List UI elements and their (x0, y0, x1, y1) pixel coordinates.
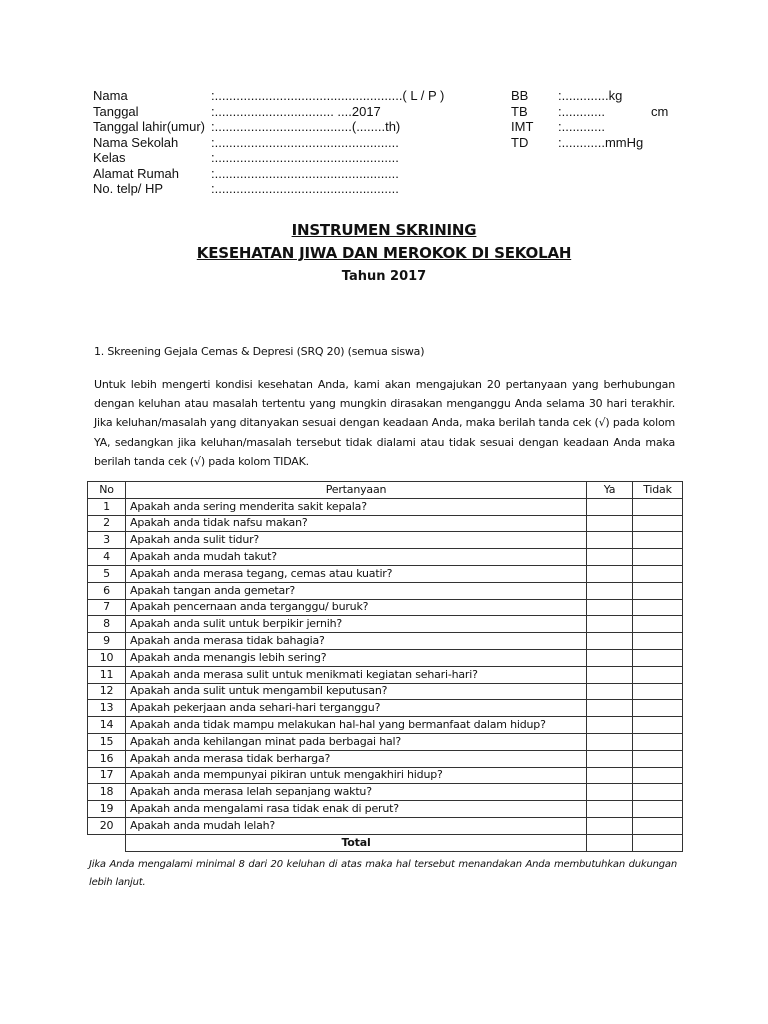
row-number: 17 (88, 767, 126, 784)
answer-tidak-cell[interactable] (633, 750, 683, 767)
row-question: Apakah anda tidak mampu melakukan hal-hal yang bermanfaat dalam hidup? (126, 717, 587, 734)
row-question: Apakah anda sering menderita sakit kepala? (126, 498, 587, 515)
table-row (88, 515, 683, 532)
row-question: Apakah anda mengalami rasa tidak enak di perut? (126, 801, 587, 818)
row-question: Apakah anda mempunyai pikiran untuk mengakhiri hidup? (126, 767, 587, 784)
answer-ya-cell[interactable] (587, 599, 633, 616)
answer-ya-cell[interactable] (587, 784, 633, 801)
identity-value: :................................................... (211, 181, 399, 196)
identity-value: :............ (558, 119, 605, 134)
answer-ya-cell[interactable] (587, 549, 633, 566)
answer-ya-cell[interactable] (587, 801, 633, 818)
answer-tidak-cell[interactable] (633, 565, 683, 582)
header-no: No (88, 482, 126, 499)
row-number: 18 (88, 784, 126, 801)
identity-label: TB (511, 103, 528, 119)
row-question: Apakah anda merasa lelah sepanjang waktu? (126, 784, 587, 801)
table-row (88, 549, 683, 566)
answer-ya-cell[interactable] (587, 649, 633, 666)
table-row (88, 700, 683, 717)
identity-label: TD (511, 134, 529, 150)
row-number: 7 (88, 599, 126, 616)
answer-ya-cell[interactable] (587, 700, 633, 717)
row-number: 11 (88, 666, 126, 683)
identity-value: :............mmHg (558, 134, 644, 150)
answer-tidak-cell[interactable] (633, 801, 683, 818)
row-number: 20 (88, 817, 126, 834)
row-number: 19 (88, 801, 126, 818)
answer-tidak-cell[interactable] (633, 784, 683, 801)
row-question: Apakah anda merasa tidak berharga? (126, 750, 587, 767)
total-tidak-cell[interactable] (633, 834, 683, 851)
answer-ya-cell[interactable] (587, 616, 633, 633)
answer-ya-cell[interactable] (587, 565, 633, 582)
answer-tidak-cell[interactable] (633, 599, 683, 616)
identity-row-nama (93, 88, 444, 104)
identity-row-imt (511, 119, 643, 135)
answer-tidak-cell[interactable] (633, 817, 683, 834)
identity-value: :................................................... (211, 134, 399, 150)
identity-value: :......................................(........th) (211, 119, 401, 134)
row-question: Apakah anda merasa tidak bahagia? (126, 633, 587, 650)
identity-label: Alamat Rumah (93, 165, 179, 181)
identity-fields-left (93, 88, 444, 197)
identity-fields-right (511, 88, 669, 150)
identity-label: BB (511, 88, 529, 103)
row-number: 16 (88, 750, 126, 767)
identity-row-tb (511, 103, 669, 120)
row-question: Apakah anda tidak nafsu makan? (126, 515, 587, 532)
answer-tidak-cell[interactable] (633, 733, 683, 750)
row-number: 12 (88, 683, 126, 700)
row-question: Apakah anda mudah takut? (126, 549, 587, 566)
row-number: 14 (88, 717, 126, 734)
total-ya-cell[interactable] (587, 834, 633, 851)
row-number: 8 (88, 616, 126, 633)
table-row (88, 599, 683, 616)
row-question: Apakah tangan anda gemetar? (126, 582, 587, 599)
table-row (88, 498, 683, 515)
table-row (88, 666, 683, 683)
identity-unit-cm: cm (651, 103, 669, 119)
answer-tidak-cell[interactable] (633, 498, 683, 515)
table-row (88, 565, 683, 582)
identity-row-td (511, 135, 643, 151)
answer-ya-cell[interactable] (587, 683, 633, 700)
total-label: Total (126, 834, 587, 851)
row-question: Apakah anda sulit tidur? (126, 532, 587, 549)
header-ya: Ya (587, 482, 633, 499)
table-row (88, 750, 683, 767)
total-blank-cell (88, 834, 126, 851)
identity-row-no-telp (93, 181, 444, 197)
table-header-row (88, 482, 683, 499)
table-row (88, 683, 683, 700)
document-subtitle: KESEHATAN JIWA DAN MEROKOK DI SEKOLAH (196, 244, 572, 262)
row-number: 9 (88, 633, 126, 650)
answer-tidak-cell[interactable] (633, 616, 683, 633)
identity-label: IMT (511, 119, 534, 134)
answer-ya-cell[interactable] (587, 633, 633, 650)
row-number: 13 (88, 700, 126, 717)
header-tidak: Tidak (633, 482, 683, 499)
identity-label: Tanggal lahir(umur) (93, 119, 205, 134)
table-row (88, 582, 683, 599)
answer-tidak-cell[interactable] (633, 515, 683, 532)
identity-row-bb (511, 88, 643, 104)
table-total-row (88, 834, 683, 851)
row-number: 1 (88, 498, 126, 515)
answer-tidak-cell[interactable] (633, 683, 683, 700)
footnote: Jika Anda mengalami minimal 8 dari 20 keluhan di atas maka hal tersebut menandakan Anda membutuhkan dukungan lebih lanjut. (89, 859, 677, 888)
answer-ya-cell[interactable] (587, 515, 633, 532)
row-number: 2 (88, 515, 126, 532)
row-question: Apakah pencernaan anda terganggu/ buruk? (126, 599, 587, 616)
answer-tidak-cell[interactable] (633, 582, 683, 599)
table-row (88, 784, 683, 801)
header-question: Pertanyaan (126, 482, 587, 499)
answer-ya-cell[interactable] (587, 532, 633, 549)
answer-tidak-cell[interactable] (633, 649, 683, 666)
identity-label: No. telp/ HP (93, 181, 164, 196)
row-number: 4 (88, 549, 126, 566)
identity-value: :................................. ....2017 (211, 103, 381, 119)
answer-ya-cell[interactable] (587, 817, 633, 834)
table-row (88, 649, 683, 666)
answer-tidak-cell[interactable] (633, 549, 683, 566)
answer-ya-cell[interactable] (587, 733, 633, 750)
identity-value: :....................................................( L / P ) (211, 88, 445, 103)
document-year: Tahun 2017 (341, 269, 427, 284)
identity-label: Nama Sekolah (93, 134, 179, 150)
table-row (88, 532, 683, 549)
identity-value: :.............kg (558, 88, 623, 103)
row-question: Apakah anda merasa tegang, cemas atau kuatir? (126, 565, 587, 582)
table-row (88, 633, 683, 650)
row-question: Apakah pekerjaan anda sehari-hari terganggu? (126, 700, 587, 717)
row-question: Apakah anda merasa sulit untuk menikmati kegiatan sehari-hari? (126, 666, 587, 683)
table-row (88, 717, 683, 734)
identity-label: Tanggal (93, 103, 139, 119)
answer-ya-cell[interactable] (587, 717, 633, 734)
answer-tidak-cell[interactable] (633, 717, 683, 734)
row-number: 3 (88, 532, 126, 549)
row-question: Apakah anda sulit untuk mengambil keputusan? (126, 683, 587, 700)
identity-row-kelas (93, 150, 444, 166)
answer-ya-cell[interactable] (587, 582, 633, 599)
identity-label: Nama (93, 88, 128, 103)
table-row (88, 767, 683, 784)
row-question: Apakah anda menangis lebih sering? (126, 649, 587, 666)
row-number: 15 (88, 733, 126, 750)
identity-row-nama-sekolah (93, 135, 444, 151)
answer-ya-cell[interactable] (587, 498, 633, 515)
section-intro-paragraph: Untuk lebih mengerti kondisi kesehatan Anda, kami akan mengajukan 20 pertanyaan yang berhubungan dengan keluhan atau masalah tertentu yang mungkin dirasakan menganggu Anda selama 30 hari terakhir. Jika keluhan/masalah yang ditanyakan sesuai dengan keadaan Anda, maka berilah tanda cek (√) pada kolom YA, sedangkan jika keluhan/masalah tersebut tidak dialami atau tidak sesuai dengan keadaan Anda maka berilah tanda cek (√) pada kolom TIDAK. (94, 378, 675, 468)
row-question: Apakah anda mudah lelah? (126, 817, 587, 834)
answer-tidak-cell[interactable] (633, 767, 683, 784)
section-heading: 1. Skreening Gejala Cemas & Depresi (SRQ 20) (semua siswa) (94, 345, 425, 358)
document-title: INSTRUMEN SKRINING (291, 221, 477, 239)
answer-tidak-cell[interactable] (633, 532, 683, 549)
table-row (88, 801, 683, 818)
identity-label: Kelas (93, 150, 126, 165)
identity-value: :............ (558, 103, 605, 119)
identity-value: :................................................... (211, 165, 399, 181)
answer-ya-cell[interactable] (587, 666, 633, 683)
document-title-block (0, 220, 768, 285)
identity-row-tanggal (93, 104, 444, 120)
row-number: 5 (88, 565, 126, 582)
answer-ya-cell[interactable] (587, 750, 633, 767)
answer-tidak-cell[interactable] (633, 666, 683, 683)
identity-row-alamat-rumah (93, 166, 444, 182)
answer-tidak-cell[interactable] (633, 633, 683, 650)
row-number: 10 (88, 649, 126, 666)
identity-value: :................................................... (211, 150, 399, 165)
table-body (88, 498, 683, 851)
row-number: 6 (88, 582, 126, 599)
srq-table (87, 481, 683, 852)
answer-ya-cell[interactable] (587, 767, 633, 784)
row-question: Apakah anda kehilangan minat pada berbagai hal? (126, 733, 587, 750)
identity-row-tanggal-lahir (93, 119, 444, 135)
table-row (88, 817, 683, 834)
answer-tidak-cell[interactable] (633, 700, 683, 717)
row-question: Apakah anda sulit untuk berpikir jernih? (126, 616, 587, 633)
table-row (88, 616, 683, 633)
table-row (88, 733, 683, 750)
